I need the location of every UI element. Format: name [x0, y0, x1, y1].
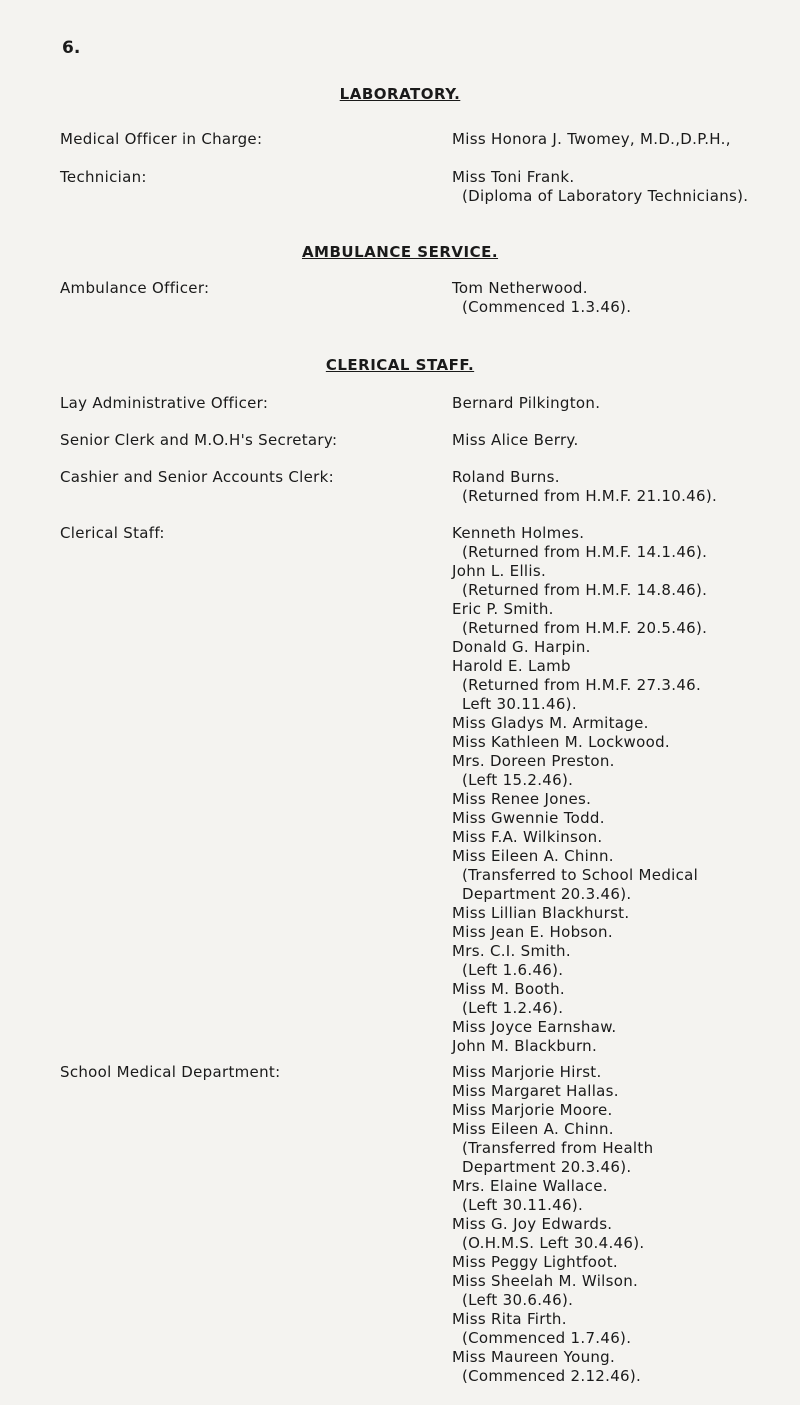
list-item: Miss Renee Jones. [452, 790, 592, 808]
list-item: (Left 1.6.46). [462, 961, 564, 979]
list-item: Miss Jean E. Hobson. [452, 923, 613, 941]
list-item: Miss Eileen A. Chinn. [452, 1120, 614, 1138]
label-senior-clerk: Senior Clerk and M.O.H's Secretary: [60, 431, 338, 449]
list-item: Left 30.11.46). [462, 695, 577, 713]
value-medical-officer: Miss Honora J. Twomey, M.D.,D.P.H., [452, 130, 731, 148]
list-item: (Commenced 1.7.46). [462, 1329, 632, 1347]
value-cashier: Roland Burns. (Returned from H.M.F. 21.10.46). [452, 468, 718, 505]
list-item: (Returned from H.M.F. 27.3.46. [462, 676, 702, 694]
value-ambulance-officer: Tom Netherwood. (Commenced 1.3.46). [452, 279, 632, 316]
list-item: (Left 30.11.46). [462, 1196, 584, 1214]
list-item: Miss Lillian Blackhurst. [452, 904, 630, 922]
list-item: Miss Gwennie Todd. [452, 809, 605, 827]
list-item: (Returned from H.M.F. 14.8.46). [462, 581, 708, 599]
list-item: Miss Margaret Hallas. [452, 1082, 619, 1100]
list-item: John L. Ellis. [452, 562, 547, 580]
list-item: (Commenced 2.12.46). [462, 1367, 642, 1385]
list-item: Miss Gladys M. Armitage. [452, 714, 649, 732]
list-item: Miss Rita Firth. [452, 1310, 567, 1328]
label-school-medical: School Medical Department: [60, 1063, 281, 1081]
label-lay-admin: Lay Administrative Officer: [60, 394, 269, 412]
list-item: (Transferred to School Medical [462, 866, 699, 884]
list-item: (Left 30.6.46). [462, 1291, 574, 1309]
list-item: Miss Maureen Young. [452, 1348, 616, 1366]
clerical-heading: CLERICAL STAFF. [325, 356, 475, 374]
list-item: John M. Blackburn. [452, 1037, 598, 1055]
list-item: Mrs. Elaine Wallace. [452, 1177, 608, 1195]
list-item: (Returned from H.M.F. 20.5.46). [462, 619, 708, 637]
label-technician: Technician: [60, 168, 147, 186]
label-clerical-staff: Clerical Staff: [60, 524, 165, 542]
list-item: Miss Sheelah M. Wilson. [452, 1272, 639, 1290]
list-item: Kenneth Holmes. [452, 524, 585, 542]
list-item: Miss Marjorie Moore. [452, 1101, 613, 1119]
list-item: Miss F.A. Wilkinson. [452, 828, 603, 846]
laboratory-heading: LABORATORY. [339, 85, 461, 103]
value-school-medical [452, 1063, 653, 1386]
list-item: Miss Marjorie Hirst. [452, 1063, 602, 1081]
value-senior-clerk: Miss Alice Berry. [452, 431, 579, 449]
value-technician: Miss Toni Frank. (Diploma of Laboratory Technicians). [452, 168, 749, 205]
list-item: Donald G. Harpin. [452, 638, 591, 656]
list-item: Miss Joyce Earnshaw. [452, 1018, 617, 1036]
list-item: Miss Peggy Lightfoot. [452, 1253, 618, 1271]
list-item: Mrs. C.I. Smith. [452, 942, 571, 960]
list-item: (Left 1.2.46). [462, 999, 564, 1017]
label-ambulance-officer: Ambulance Officer: [60, 279, 210, 297]
list-item: Mrs. Doreen Preston. [452, 752, 615, 770]
page-number: 6. [62, 38, 81, 58]
ambulance-heading: AMBULANCE SERVICE. [301, 243, 499, 261]
list-item: (O.H.M.S. Left 30.4.46). [462, 1234, 645, 1252]
list-item: Miss Kathleen M. Lockwood. [452, 733, 670, 751]
list-item: Eric P. Smith. [452, 600, 554, 618]
label-medical-officer: Medical Officer in Charge: [60, 130, 263, 148]
list-item: Miss Eileen A. Chinn. [452, 847, 614, 865]
label-cashier: Cashier and Senior Accounts Clerk: [60, 468, 334, 486]
list-item: (Left 15.2.46). [462, 771, 574, 789]
list-item: Department 20.3.46). [462, 885, 632, 903]
list-item: (Transferred from Health [462, 1139, 654, 1157]
list-item: Miss M. Booth. [452, 980, 565, 998]
list-item: Harold E. Lamb [452, 657, 571, 675]
list-item: Department 20.3.46). [462, 1158, 632, 1176]
list-item: Miss G. Joy Edwards. [452, 1215, 613, 1233]
list-item: (Returned from H.M.F. 14.1.46). [462, 543, 708, 561]
value-clerical-staff [452, 524, 707, 1056]
value-lay-admin: Bernard Pilkington. [452, 394, 601, 412]
